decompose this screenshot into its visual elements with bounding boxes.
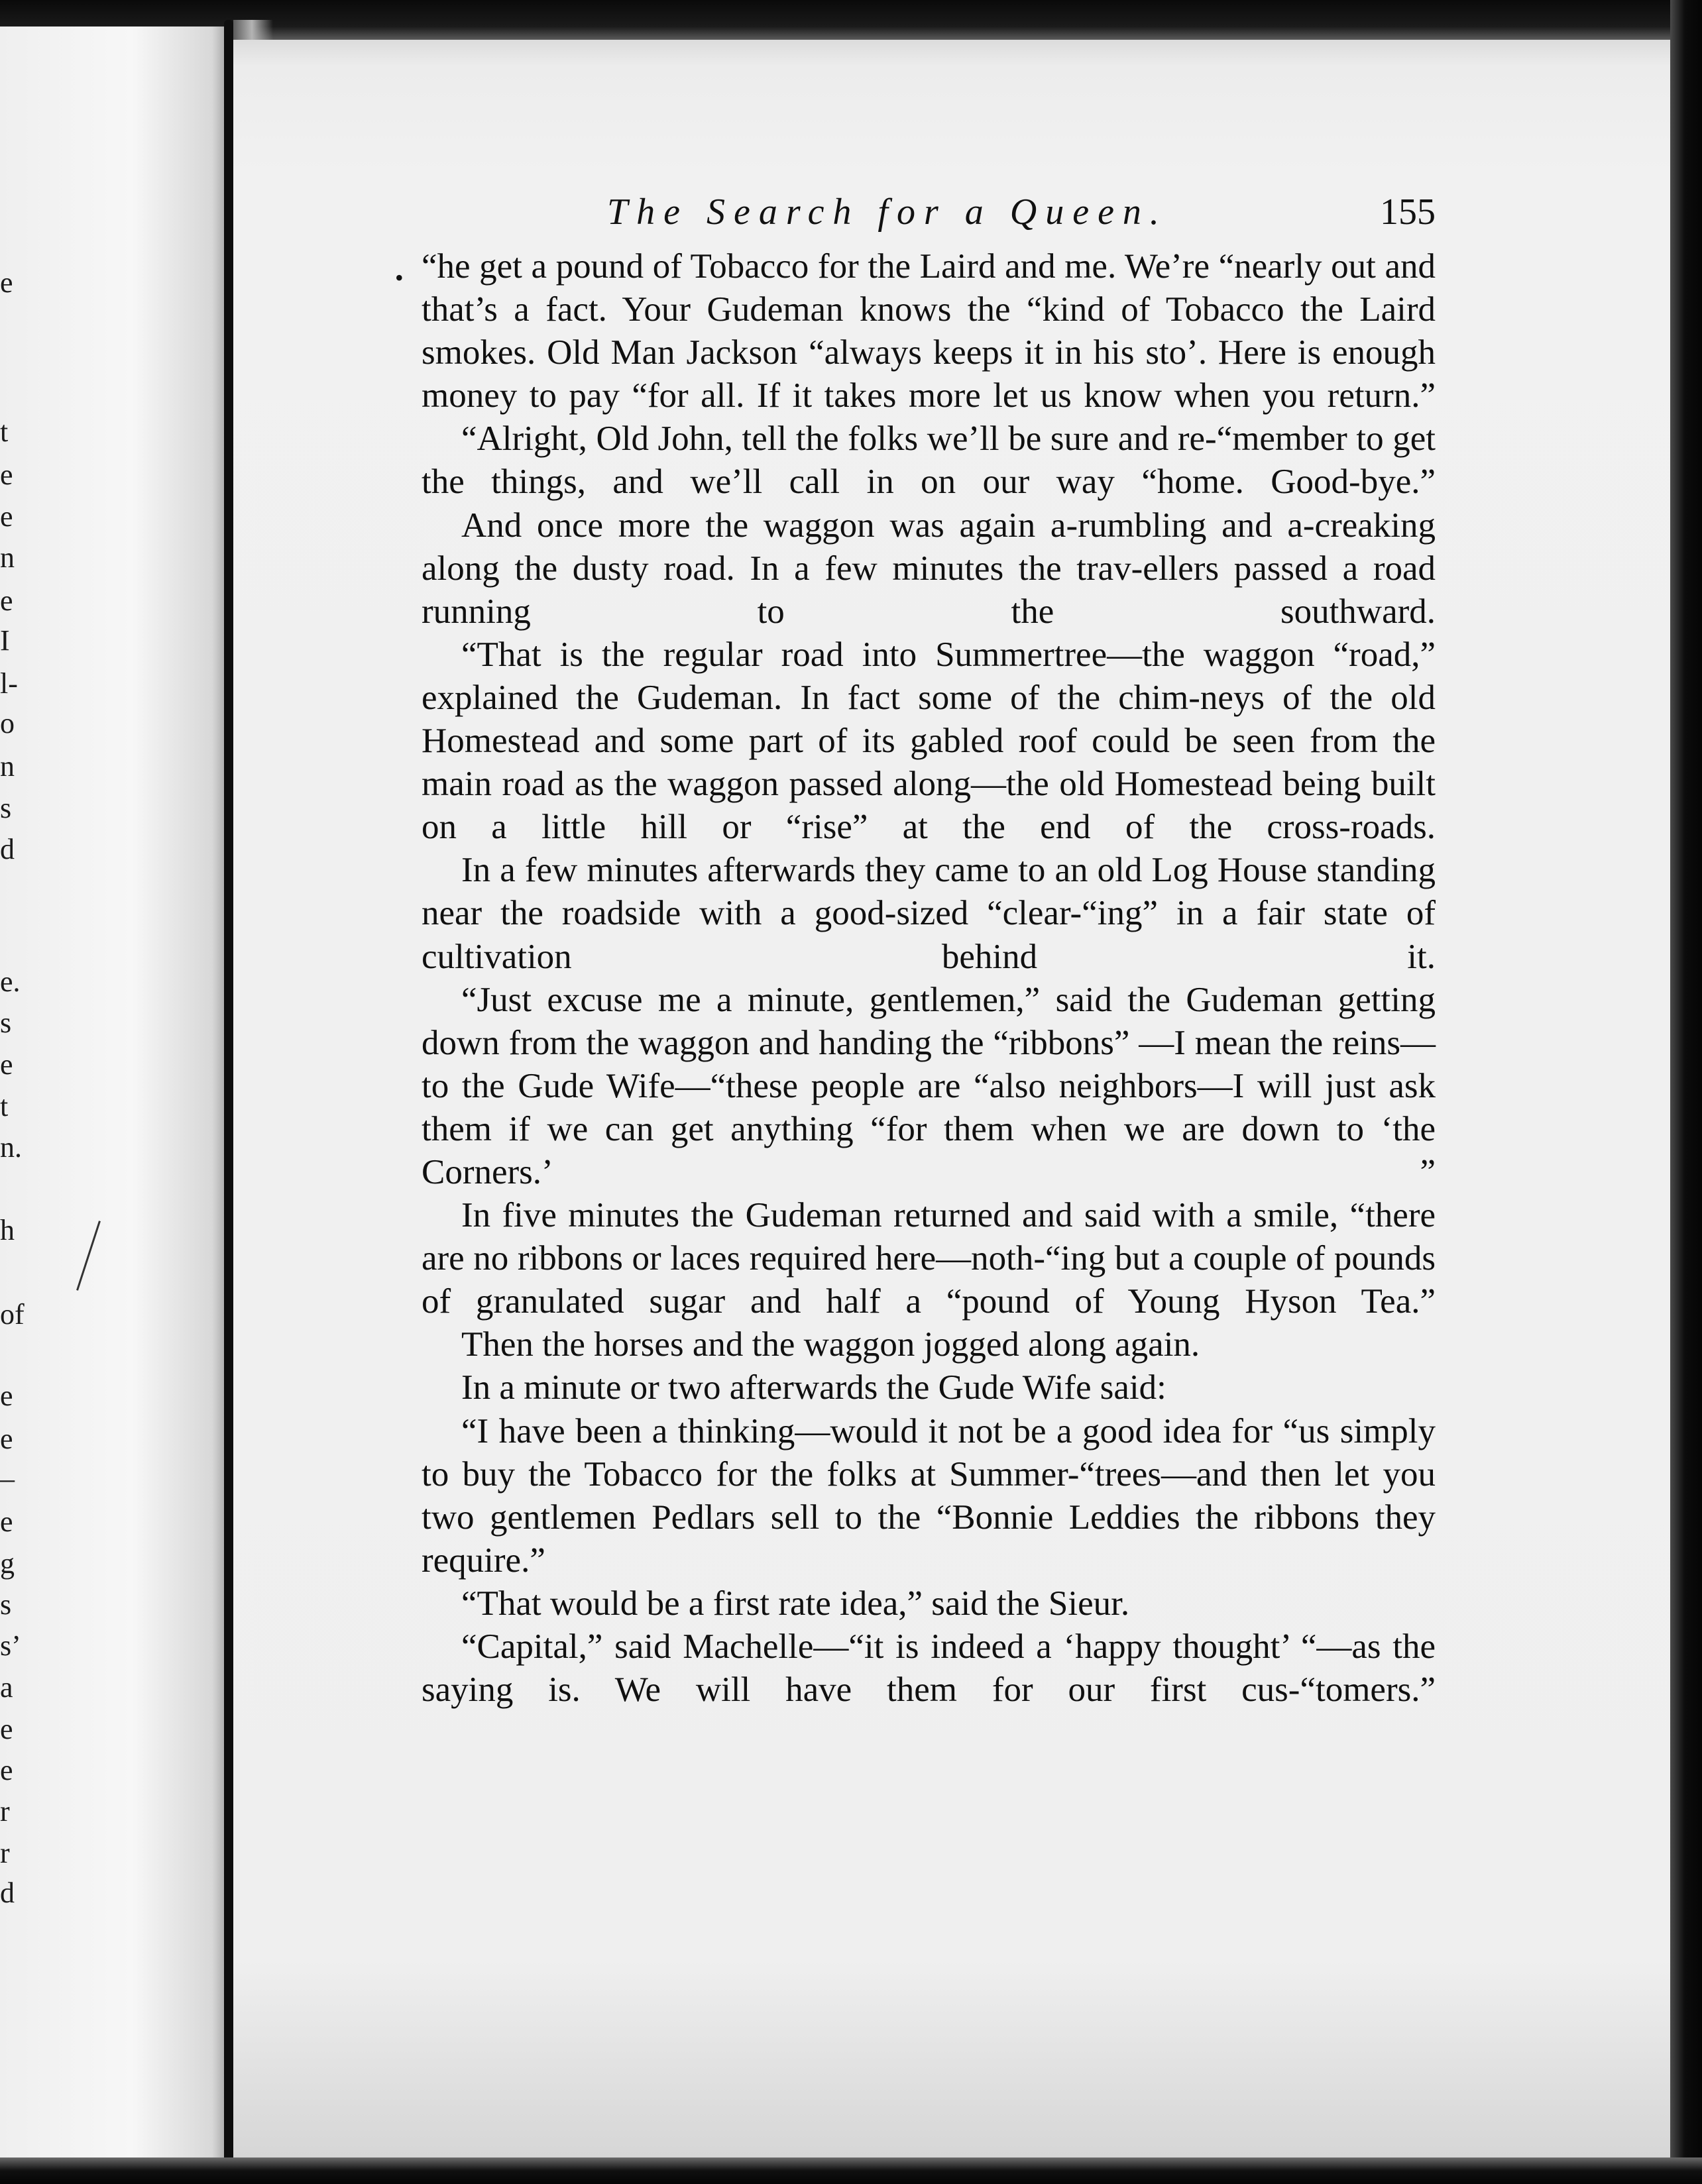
paragraph: “That is the regular road into Summertree—the waggon “road,” explained the Gudeman. In fact some of the chim-neys of the old Homestead and some part of its gabled roof could be seen from the main road as the waggon passed along—the old Homestead being built on a little hill or “rise” at the end of the cross-roads. [422,635,1436,847]
scanner-edge-bottom [0,2157,1702,2184]
book-gutter [224,20,233,2167]
running-title: The Search for a Queen. [607,191,1168,233]
margin-dot: • [395,264,404,291]
facing-line-ending: d [0,1877,15,1909]
facing-line-ending: e [0,1505,13,1538]
facing-line-ending: e [0,1713,13,1745]
paragraph: In five minutes the Gudeman returned and said with a smile, “there are no ribbons or laces required here—noth-“ing but a couple of pounds of granulated sugar and half a “pound of Young Hyson Tea.” [422,1196,1436,1321]
facing-line-ending: – [0,1462,15,1495]
facing-line-ending: e [0,500,13,533]
facing-line-ending: e [0,266,13,299]
facing-line-ending: n [0,750,15,783]
book-page [233,40,1670,2157]
page-number: 155 [1380,191,1436,233]
paragraph: In a minute or two afterwards the Gude Wife said: [461,1368,1166,1407]
facing-line-ending: of [0,1298,25,1331]
facing-line-ending: e [0,584,13,617]
facing-page [0,27,231,2160]
facing-line-ending: s [0,792,12,824]
paragraph: “I have been a thinking—would it not be a good idea for “us simply to buy the Tobacco for the folks at Summer-“trees—and then let you two gentlemen Pedlars sell to the “Bonnie Leddies the ribbons they require.” [422,1411,1436,1580]
facing-line-ending: s [0,1007,12,1039]
paragraph: “Alright, Old John, tell the folks we’ll be sure and re-“member to get the things, and we’ll call in on our way “home. Good-bye.” [422,419,1436,502]
paragraph: “Just excuse me a minute, gentlemen,” said the Gudeman getting down from the waggon and handing the “ribbons” —I mean the reins—to the Gude Wife—“these people are “also neighbors—I will just ask them if we can get anything “for them when we are down to ‘the Corners.’ ” [422,980,1436,1191]
facing-line-ending: e [0,459,13,491]
facing-line-ending: I [0,624,10,657]
facing-line-ending: e [0,1423,13,1455]
paragraph: “That would be a first rate idea,” said the Sieur. [461,1584,1130,1623]
facing-line-ending: t [0,415,9,448]
paragraph: Then the horses and the waggon jogged along again. [461,1325,1200,1364]
facing-line-ending: s [0,1588,12,1621]
scanner-edge-right [1670,0,1702,2184]
facing-line-ending: n [0,541,15,574]
facing-line-ending: e [0,1048,13,1081]
paragraph: In a few minutes afterwards they came to an old Log House standing near the roadside with a good-sized “clear-“ing” in a fair state of cultivation behind it. [422,851,1436,976]
facing-line-ending: s’ [0,1629,21,1662]
facing-line-ending: r [0,1837,10,1869]
facing-line-ending: a [0,1671,13,1704]
paragraph: “he get a pound of Tobacco for the Laird and me. We’re “nearly out and that’s a fact. Your Gudeman knows the “kind of Tobacco the Laird smokes. Old Man Jackson “always keeps it in his sto’. Here is enough money to pay “for all. If it takes more let us know when you return.” [422,247,1436,415]
page-text-block [395,186,1436,1712]
facing-line-ending: o [0,707,15,739]
facing-line-ending: t [0,1090,9,1122]
facing-line-ending: e [0,1380,13,1412]
facing-line-ending: h [0,1214,15,1246]
paragraph: “Capital,” said Machelle—“it is indeed a ‘happy thought’ “—as the saying is. We will have them for our first cus-“tomers.” [422,1627,1436,1710]
facing-line-ending: d [0,833,15,865]
facing-line-ending: g [0,1547,15,1580]
facing-line-ending: e. [0,965,21,998]
paragraph: And once more the waggon was again a-rumbling and a-creaking along the dusty road. In a few minutes the trav-ellers passed a road running to the southward. [422,506,1436,631]
facing-line-ending: r [0,1795,10,1828]
running-head [422,186,1436,245]
facing-line-ending: e [0,1754,13,1786]
facing-line-ending: l- [0,667,18,700]
facing-line-ending: n. [0,1131,22,1164]
